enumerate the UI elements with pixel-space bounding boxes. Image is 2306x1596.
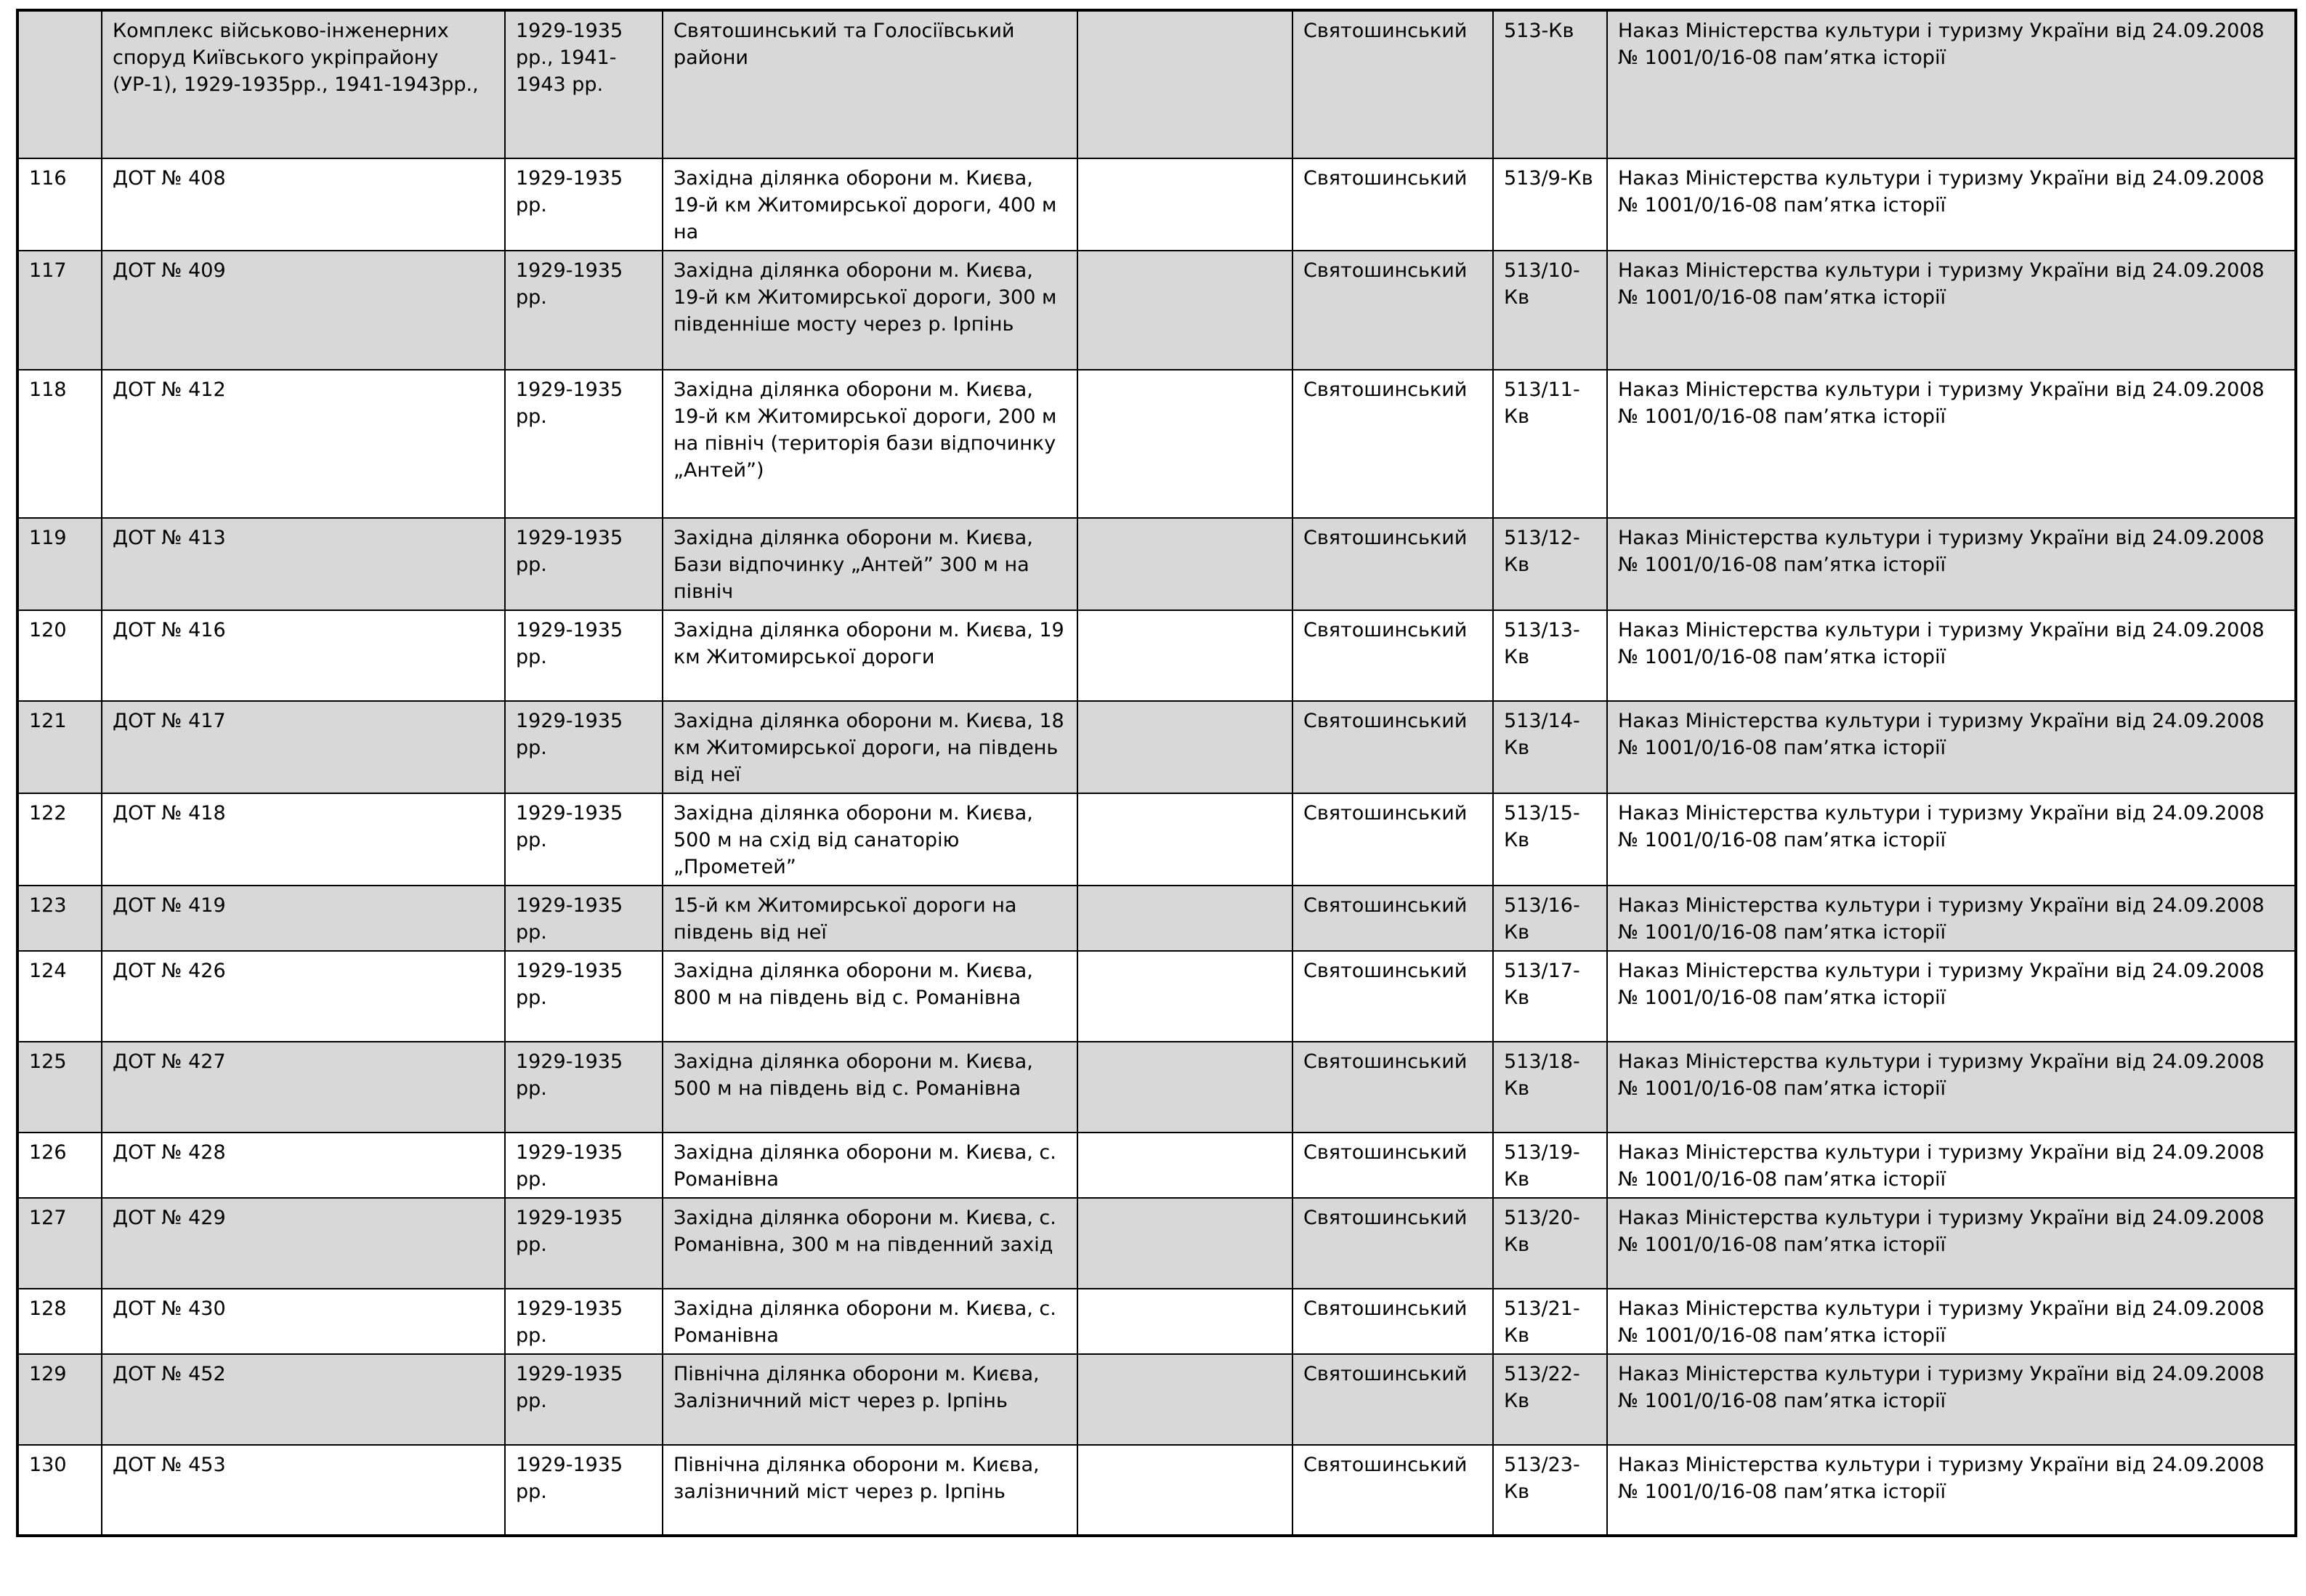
decree-reference: Наказ Міністерства культури і туризму України від 24.09.2008 № 1001/0/16-08 пам’ятка історії xyxy=(1607,1042,2296,1133)
monument-date: 1929-1935 рр. xyxy=(505,251,663,370)
protection-code: 513/13-Кв xyxy=(1493,610,1607,701)
extra-cell xyxy=(1077,10,1292,158)
district: Святошинський xyxy=(1292,1133,1493,1198)
monument-name: Комплекс військово-інженерних споруд Київського укріпрайону (УР-1), 1929-1935рр., 1941-1943рр., xyxy=(102,10,505,158)
row-number: 129 xyxy=(17,1354,102,1445)
monument-date: 1929-1935 рр. xyxy=(505,1289,663,1354)
monument-location: Західна ділянка оборони м. Києва, 18 км Житомирської дороги, на південь від неї xyxy=(663,701,1077,793)
decree-reference: Наказ Міністерства культури і туризму України від 24.09.2008 № 1001/0/16-08 пам’ятка історії xyxy=(1607,701,2296,793)
extra-cell xyxy=(1077,1133,1292,1198)
protection-code: 513/22-Кв xyxy=(1493,1354,1607,1445)
extra-cell xyxy=(1077,1354,1292,1445)
protection-code: 513/19-Кв xyxy=(1493,1133,1607,1198)
district: Святошинський xyxy=(1292,951,1493,1042)
monument-name: ДОТ № 409 xyxy=(102,251,505,370)
monument-name: ДОТ № 418 xyxy=(102,793,505,886)
monument-name: ДОТ № 413 xyxy=(102,518,505,610)
monument-date: 1929-1935 рр. xyxy=(505,370,663,518)
protection-code: 513/10-Кв xyxy=(1493,251,1607,370)
table-row xyxy=(17,793,2296,886)
monument-date: 1929-1935 рр. xyxy=(505,1133,663,1198)
table-row xyxy=(17,1289,2296,1354)
protection-code: 513/18-Кв xyxy=(1493,1042,1607,1133)
monument-name: ДОТ № 419 xyxy=(102,886,505,951)
protection-code: 513/20-Кв xyxy=(1493,1198,1607,1289)
table-row xyxy=(17,951,2296,1042)
extra-cell xyxy=(1077,886,1292,951)
monuments-table xyxy=(16,9,2297,1537)
monument-location: Західна ділянка оборони м. Києва, 19-й км Житомирської дороги, 300 м південніше мосту через р. Ірпінь xyxy=(663,251,1077,370)
protection-code: 513/11-Кв xyxy=(1493,370,1607,518)
extra-cell xyxy=(1077,701,1292,793)
decree-reference: Наказ Міністерства культури і туризму України від 24.09.2008 № 1001/0/16-08 пам’ятка історії xyxy=(1607,1198,2296,1289)
decree-reference: Наказ Міністерства культури і туризму України від 24.09.2008 № 1001/0/16-08 пам’ятка історії xyxy=(1607,10,2296,158)
monument-location: Західна ділянка оборони м. Києва, с. Романівна, 300 м на південний захід xyxy=(663,1198,1077,1289)
extra-cell xyxy=(1077,158,1292,251)
row-number: 116 xyxy=(17,158,102,251)
decree-reference: Наказ Міністерства культури і туризму України від 24.09.2008 № 1001/0/16-08 пам’ятка історії xyxy=(1607,610,2296,701)
protection-code: 513/9-Кв xyxy=(1493,158,1607,251)
table-row xyxy=(17,1042,2296,1133)
row-number: 120 xyxy=(17,610,102,701)
row-number: 121 xyxy=(17,701,102,793)
row-number xyxy=(17,10,102,158)
monument-location: Західна ділянка оборони м. Києва, с. Романівна xyxy=(663,1133,1077,1198)
table-row xyxy=(17,370,2296,518)
monument-name: ДОТ № 408 xyxy=(102,158,505,251)
monument-name: ДОТ № 429 xyxy=(102,1198,505,1289)
decree-reference: Наказ Міністерства культури і туризму України від 24.09.2008 № 1001/0/16-08 пам’ятка історії xyxy=(1607,518,2296,610)
monument-name: ДОТ № 428 xyxy=(102,1133,505,1198)
monument-location: Західна ділянка оборони м. Києва, 19 км Житомирської дороги xyxy=(663,610,1077,701)
monument-date: 1929-1935 рр. xyxy=(505,1354,663,1445)
monument-name: ДОТ № 426 xyxy=(102,951,505,1042)
district: Святошинський xyxy=(1292,701,1493,793)
decree-reference: Наказ Міністерства культури і туризму України від 24.09.2008 № 1001/0/16-08 пам’ятка історії xyxy=(1607,951,2296,1042)
monument-name: ДОТ № 430 xyxy=(102,1289,505,1354)
row-number: 127 xyxy=(17,1198,102,1289)
district: Святошинський xyxy=(1292,1042,1493,1133)
protection-code: 513/23-Кв xyxy=(1493,1445,1607,1536)
monument-location: Північна ділянка оборони м. Києва, Залізничний міст через р. Ірпінь xyxy=(663,1354,1077,1445)
decree-reference: Наказ Міністерства культури і туризму України від 24.09.2008 № 1001/0/16-08 пам’ятка історії xyxy=(1607,793,2296,886)
table-row xyxy=(17,610,2296,701)
protection-code: 513/15-Кв xyxy=(1493,793,1607,886)
decree-reference: Наказ Міністерства культури і туризму України від 24.09.2008 № 1001/0/16-08 пам’ятка історії xyxy=(1607,251,2296,370)
table-row xyxy=(17,158,2296,251)
monument-location: 15-й км Житомирської дороги на південь від неї xyxy=(663,886,1077,951)
protection-code: 513/14-Кв xyxy=(1493,701,1607,793)
district: Святошинський xyxy=(1292,1289,1493,1354)
row-number: 119 xyxy=(17,518,102,610)
monument-location: Західна ділянка оборони м. Києва, с. Романівна xyxy=(663,1289,1077,1354)
monument-location: Західна ділянка оборони м. Києва, 500 м на південь від с. Романівна xyxy=(663,1042,1077,1133)
extra-cell xyxy=(1077,1198,1292,1289)
district: Святошинський xyxy=(1292,610,1493,701)
monument-location: Північна ділянка оборони м. Києва, залізничний міст через р. Ірпінь xyxy=(663,1445,1077,1536)
extra-cell xyxy=(1077,1445,1292,1536)
monument-location: Західна ділянка оборони м. Києва, 19-й км Житомирської дороги, 400 м на xyxy=(663,158,1077,251)
row-number: 122 xyxy=(17,793,102,886)
table-row xyxy=(17,251,2296,370)
monument-date: 1929-1935 рр. xyxy=(505,886,663,951)
table-row xyxy=(17,518,2296,610)
extra-cell xyxy=(1077,1042,1292,1133)
protection-code: 513/16-Кв xyxy=(1493,886,1607,951)
extra-cell xyxy=(1077,951,1292,1042)
monument-name: ДОТ № 452 xyxy=(102,1354,505,1445)
monument-name: ДОТ № 453 xyxy=(102,1445,505,1536)
row-number: 118 xyxy=(17,370,102,518)
monument-name: ДОТ № 412 xyxy=(102,370,505,518)
extra-cell xyxy=(1077,251,1292,370)
monument-date: 1929-1935 рр. xyxy=(505,951,663,1042)
decree-reference: Наказ Міністерства культури і туризму України від 24.09.2008 № 1001/0/16-08 пам’ятка історії xyxy=(1607,1133,2296,1198)
district: Святошинський xyxy=(1292,518,1493,610)
extra-cell xyxy=(1077,793,1292,886)
monument-location: Західна ділянка оборони м. Києва, 800 м на південь від с. Романівна xyxy=(663,951,1077,1042)
table-row xyxy=(17,886,2296,951)
table-row xyxy=(17,1133,2296,1198)
row-number: 124 xyxy=(17,951,102,1042)
decree-reference: Наказ Міністерства культури і туризму України від 24.09.2008 № 1001/0/16-08 пам’ятка історії xyxy=(1607,1445,2296,1536)
extra-cell xyxy=(1077,1289,1292,1354)
row-number: 128 xyxy=(17,1289,102,1354)
decree-reference: Наказ Міністерства культури і туризму України від 24.09.2008 № 1001/0/16-08 пам’ятка історії xyxy=(1607,886,2296,951)
protection-code: 513/12-Кв xyxy=(1493,518,1607,610)
row-number: 123 xyxy=(17,886,102,951)
row-number: 125 xyxy=(17,1042,102,1133)
monument-date: 1929-1935 рр. xyxy=(505,158,663,251)
monument-date: 1929-1935 рр., 1941-1943 рр. xyxy=(505,10,663,158)
monument-name: ДОТ № 416 xyxy=(102,610,505,701)
protection-code: 513/21-Кв xyxy=(1493,1289,1607,1354)
district: Святошинський xyxy=(1292,793,1493,886)
monument-date: 1929-1935 рр. xyxy=(505,1198,663,1289)
protection-code: 513/17-Кв xyxy=(1493,951,1607,1042)
monument-location: Західна ділянка оборони м. Києва, Бази відпочинку „Антей” 300 м на північ xyxy=(663,518,1077,610)
table-row xyxy=(17,1445,2296,1536)
decree-reference: Наказ Міністерства культури і туризму України від 24.09.2008 № 1001/0/16-08 пам’ятка історії xyxy=(1607,1354,2296,1445)
monument-name: ДОТ № 417 xyxy=(102,701,505,793)
extra-cell xyxy=(1077,518,1292,610)
district: Святошинський xyxy=(1292,251,1493,370)
district: Святошинський xyxy=(1292,10,1493,158)
district: Святошинський xyxy=(1292,886,1493,951)
table-row xyxy=(17,1354,2296,1445)
district: Святошинський xyxy=(1292,1198,1493,1289)
extra-cell xyxy=(1077,610,1292,701)
district: Святошинський xyxy=(1292,158,1493,251)
decree-reference: Наказ Міністерства культури і туризму України від 24.09.2008 № 1001/0/16-08 пам’ятка історії xyxy=(1607,370,2296,518)
monument-date: 1929-1935 рр. xyxy=(505,610,663,701)
decree-reference: Наказ Міністерства культури і туризму України від 24.09.2008 № 1001/0/16-08 пам’ятка історії xyxy=(1607,1289,2296,1354)
row-number: 117 xyxy=(17,251,102,370)
table-row xyxy=(17,1198,2296,1289)
row-number: 126 xyxy=(17,1133,102,1198)
monument-location: Західна ділянка оборони м. Києва, 500 м на схід від санаторію „Прометей” xyxy=(663,793,1077,886)
monument-date: 1929-1935 рр. xyxy=(505,1042,663,1133)
monument-date: 1929-1935 рр. xyxy=(505,793,663,886)
monument-name: ДОТ № 427 xyxy=(102,1042,505,1133)
monument-date: 1929-1935 рр. xyxy=(505,701,663,793)
monument-date: 1929-1935 рр. xyxy=(505,518,663,610)
extra-cell xyxy=(1077,370,1292,518)
district: Святошинський xyxy=(1292,370,1493,518)
district: Святошинський xyxy=(1292,1354,1493,1445)
table-row xyxy=(17,701,2296,793)
table-row xyxy=(17,10,2296,158)
monument-location: Західна ділянка оборони м. Києва, 19-й км Житомирської дороги, 200 м на північ (територія бази відпочинку „Антей”) xyxy=(663,370,1077,518)
district: Святошинський xyxy=(1292,1445,1493,1536)
row-number: 130 xyxy=(17,1445,102,1536)
decree-reference: Наказ Міністерства культури і туризму України від 24.09.2008 № 1001/0/16-08 пам’ятка історії xyxy=(1607,158,2296,251)
monument-location: Святошинський та Голосіївський райони xyxy=(663,10,1077,158)
monument-date: 1929-1935 рр. xyxy=(505,1445,663,1536)
protection-code: 513-Кв xyxy=(1493,10,1607,158)
